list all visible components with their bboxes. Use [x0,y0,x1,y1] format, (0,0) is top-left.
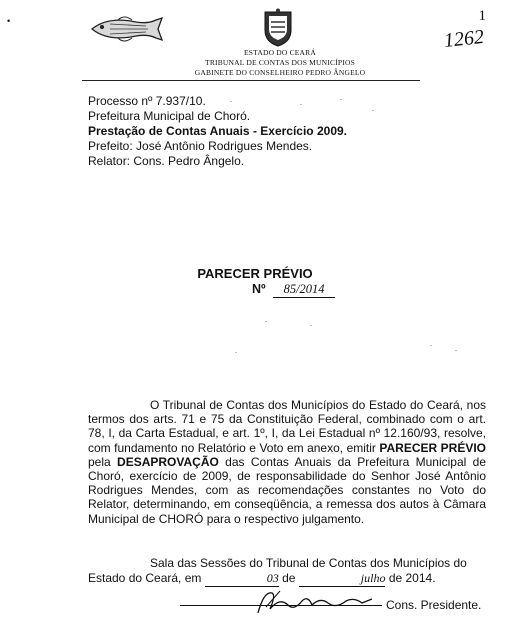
header-divider [82,80,420,81]
resolution-connector: pela [88,454,118,469]
document-title: PARECER PRÉVIO [197,266,313,281]
session-text-a: Sala das Sessões do Tribunal de Contas dos Municípios do Estado do Ceará, em [88,556,467,585]
fish-logo-icon [88,12,166,46]
municipality: Prefeitura Municipal de Choró. [88,109,251,123]
handwritten-folio-number: 1262 [442,25,485,53]
header-state: ESTADO DO CEARÁ [244,48,316,57]
signature-label: Cons. Presidente. [386,598,482,612]
header-office: GABINETE DO CONSELHEIRO PEDRO ÂNGELO [194,68,366,77]
case-subject: Prestação de Contas Anuais - Exercício 2009. [88,124,348,138]
session-month: julho [299,571,386,587]
rapporteur: Relator: Cons. Pedro Ângelo. [88,154,245,168]
session-day: 03 [205,571,279,587]
mayor: Prefeito: José Antônio Rodrigues Mendes. [88,139,313,153]
session-date-paragraph [88,556,486,587]
signature-line [180,605,382,606]
header-tribunal: TRIBUNAL DE CONTAS DOS MUNICÍPIOS [205,58,355,67]
resolution-decision: DESAPROVAÇÃO [117,454,219,469]
session-text-b: de [282,571,296,585]
case-info-block [88,94,347,169]
state-crest-icon [262,8,294,48]
resolution-text-intro: O Tribunal de Contas dos Municípios do Estado do Ceará, nos termos dos arts. 71 e 75 da Constituição Federal, combinado com o art. 78, I, da Carta Estadual, e art. 1º, I, da Lei Estadual nº 12.160/93, resolve, com fundamento no Relatório e Voto em anexo, emitir [88,398,486,455]
president-signature [250,587,380,617]
document-number: 85/2014 [273,282,335,298]
session-text-c: de 2014. [388,571,436,585]
resolution-opinion-term: PARECER PRÉVIO [379,440,487,455]
page-number: 1 [478,8,486,24]
resolution-text-rest: das Contas Anuais da Prefeitura Municipal de Choró, exercício de 2009, de responsabilidade do Senhor José Antônio Rodrigues Mendes, com as recomendações constantes no Voto do Relator, determinando, em conseqüência, a remessa dos autos à Câmara Municipal de CHORÓ para o respectivo julgamento. [88,454,486,526]
margin-mark: • [7,16,11,26]
process-number: Processo nº 7.937/10. [88,94,206,108]
document-number-line [252,282,335,298]
resolution-paragraph [88,398,486,526]
letterhead [150,48,410,78]
number-prefix: Nº [252,282,266,296]
